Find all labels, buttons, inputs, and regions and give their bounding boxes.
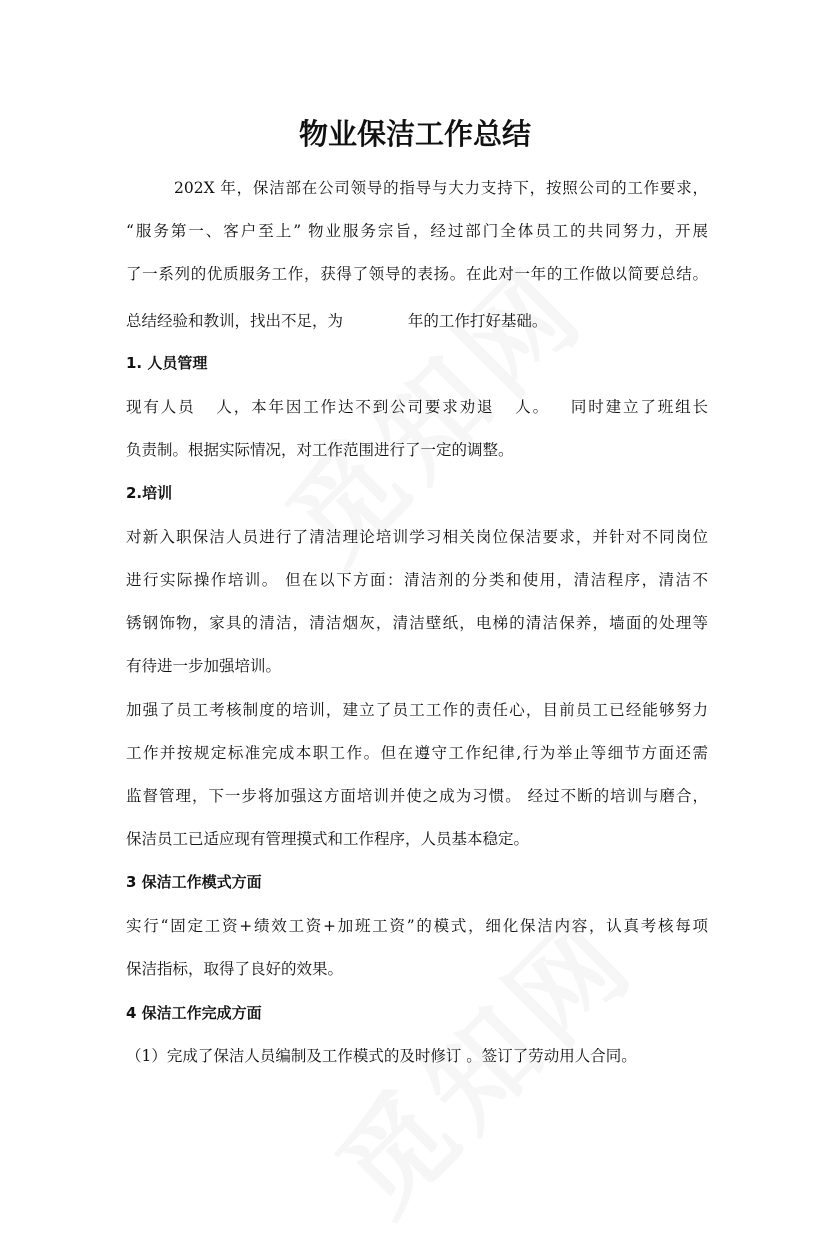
- intro-line-2: “服务第一、客户至上” 物业服务宗旨，经过部门全体员工的共同努力，开展: [126, 222, 708, 240]
- section2-para1-line-1: 对新入职保洁人员进行了清洁理论培训学习相关岗位保洁要求，并针对不同岗位: [126, 528, 708, 546]
- section1-line-1: 现有人员 人，本年因工作达不到公司要求劝退 人。 同时建立了班组长: [126, 398, 708, 416]
- section-heading-1: 1. 人员管理: [126, 354, 208, 372]
- section4-line-1: （1）完成了保洁人员编制及工作模式的及时修订 。签订了劳动用人合同。: [126, 1047, 637, 1065]
- intro-line-1: 202X 年，保洁部在公司领导的指导与大力支持下，按照公司的工作要求，: [174, 179, 708, 197]
- section-heading-4: 4 保洁工作完成方面: [126, 1004, 262, 1022]
- section-heading-2: 2.培训: [126, 484, 173, 502]
- section-heading-3: 3 保洁工作模式方面: [126, 873, 262, 891]
- section1-line-2: 负责制。根据实际情况，对工作范围进行了一定的调整。: [126, 441, 514, 459]
- section2-para1-line-4: 有待进一步加强培训。: [126, 657, 282, 675]
- intro-line-4-text: 总结经验和教训，找出不足，为 年的工作打好基础。: [126, 312, 548, 330]
- section2-para2-line-3: 监督管理，下一步将加强这方面培训并使之成为习惯。 经过不断的培训与磨合，: [126, 787, 708, 805]
- section2-para2-line-1: 加强了员工考核制度的培训，建立了员工工作的责任心，目前员工已经能够努力: [126, 701, 708, 719]
- document-title: 物业保洁工作总结: [298, 117, 531, 151]
- intro-line-3: 了一系列的优质服务工作，获得了领导的表扬。在此对一年的工作做以简要总结。: [126, 265, 708, 283]
- intro-line-4: [126, 310, 708, 332]
- section2-para1-line-2: 进行实际操作培训。 但在以下方面：清洁剂的分类和使用，清洁程序，清洁不: [126, 571, 708, 589]
- section2-para1-line-3: 锈钢饰物，家具的清洁，清洁烟灰，清洁壁纸，电梯的清洁保养，墙面的处理等: [126, 614, 708, 632]
- section2-para2-line-2: 工作并按规定标准完成本职工作。但在遵守工作纪律,行为举止等细节方面还需: [126, 744, 708, 762]
- section3-line-2: 保洁指标，取得了良好的效果。: [126, 960, 344, 978]
- section2-para2-line-4: 保洁员工已适应现有管理摸式和工作程序，人员基本稳定。: [126, 830, 530, 848]
- section3-line-1: 实行“固定工资+绩效工资+加班工资”的模式，细化保洁内容，认真考核每项: [126, 917, 708, 935]
